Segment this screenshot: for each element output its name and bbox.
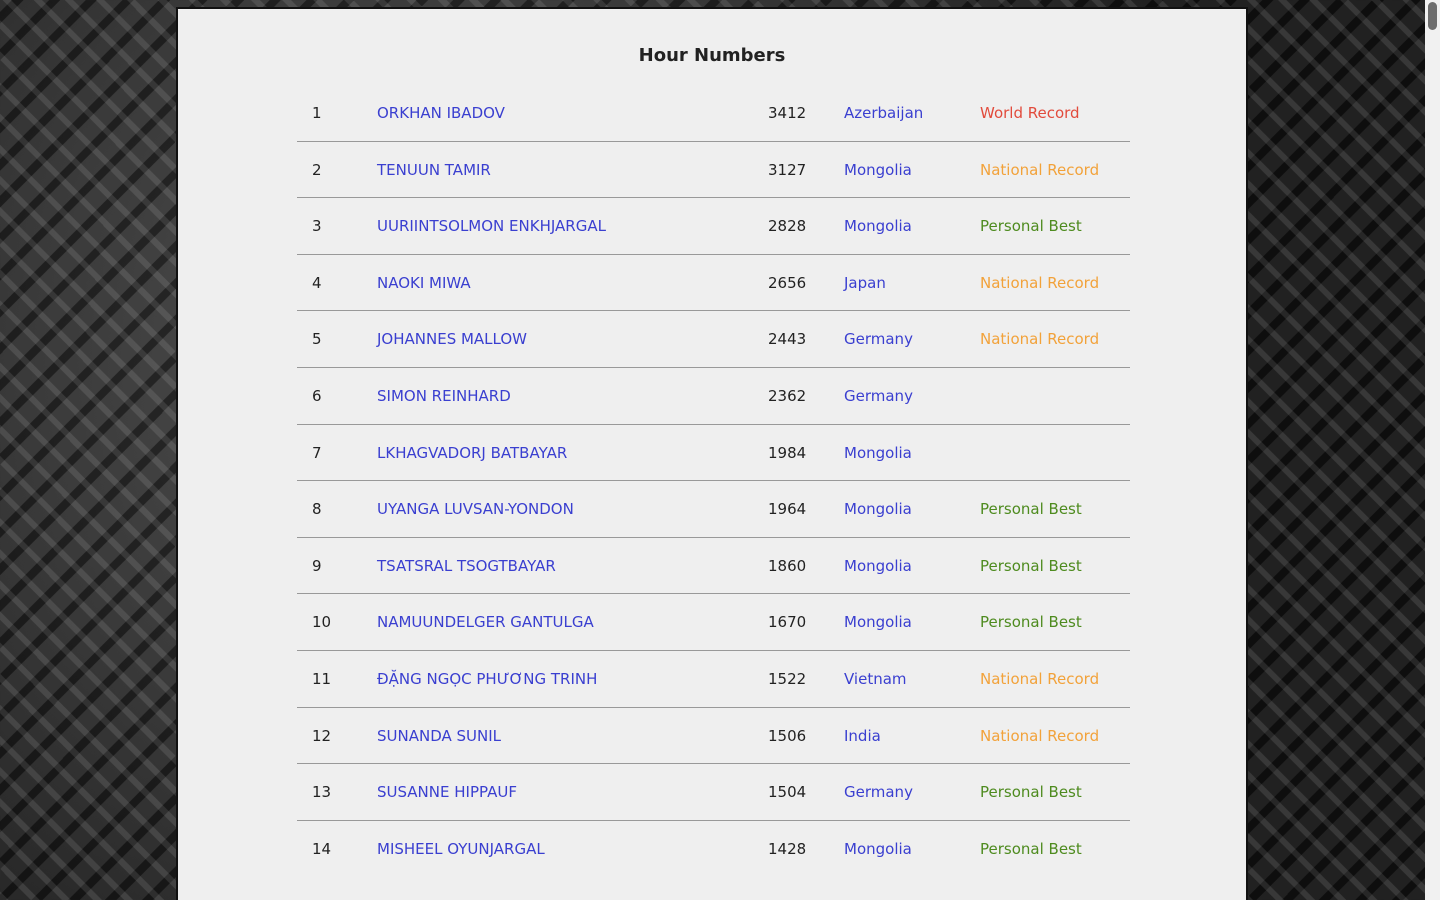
page-title: Hour Numbers — [638, 45, 786, 66]
record-status: Personal Best — [980, 217, 1082, 236]
table-row — [297, 425, 1130, 482]
record-status: Personal Best — [980, 613, 1082, 632]
record-status: National Record — [980, 160, 1100, 179]
country-link[interactable]: Mongolia — [844, 500, 912, 519]
table-row — [297, 142, 1130, 199]
table-row — [297, 821, 1130, 878]
rank-cell: 13 — [312, 783, 332, 802]
competitor-name-link[interactable]: ĐẶNG NGỌC PHƯƠNG TRINH — [377, 669, 598, 688]
rank-cell: 11 — [312, 669, 332, 688]
competitor-name-link[interactable]: NAMUUNDELGER GANTULGA — [377, 613, 594, 632]
competitor-name-link[interactable]: ORKHAN IBADOV — [377, 104, 505, 122]
results-table — [297, 85, 1130, 877]
score-cell: 1860 — [768, 556, 807, 575]
competitor-name-link[interactable]: SUSANNE HIPPAUF — [377, 783, 517, 802]
score-cell: 1522 — [768, 669, 807, 688]
competitor-name-link[interactable]: UYANGA LUVSAN-YONDON — [377, 500, 574, 519]
table-row — [297, 708, 1130, 765]
country-link[interactable]: Mongolia — [844, 217, 912, 236]
competitor-name-link[interactable]: JOHANNES MALLOW — [377, 330, 527, 349]
country-link[interactable]: Mongolia — [844, 839, 912, 858]
table-row — [297, 651, 1130, 708]
competitor-name-link[interactable]: LKHAGVADORJ BATBAYAR — [377, 443, 568, 462]
table-row — [297, 481, 1130, 538]
score-cell: 3127 — [768, 160, 807, 179]
table-row — [297, 594, 1130, 651]
country-link[interactable]: Japan — [844, 273, 886, 292]
record-status: Personal Best — [980, 500, 1082, 519]
record-status: Personal Best — [980, 839, 1082, 858]
competitor-name-link[interactable]: SUNANDA SUNIL — [377, 726, 502, 745]
competitor-name-link[interactable]: TENUUN TAMIR — [377, 160, 491, 179]
table-row — [297, 255, 1130, 312]
rank-cell: 1 — [312, 104, 322, 122]
results-panel — [176, 7, 1248, 900]
rank-cell: 4 — [312, 273, 322, 292]
score-cell: 1428 — [768, 839, 807, 858]
table-row — [297, 764, 1130, 821]
record-status: World Record — [980, 104, 1080, 122]
table-row — [297, 538, 1130, 595]
rank-cell: 10 — [312, 613, 332, 632]
score-cell: 1964 — [768, 500, 807, 519]
record-status: Personal Best — [980, 783, 1082, 802]
score-cell: 1670 — [768, 613, 807, 632]
record-status: National Record — [980, 330, 1100, 349]
score-cell: 2828 — [768, 217, 807, 236]
score-cell: 1984 — [768, 443, 807, 462]
country-link[interactable]: Azerbaijan — [844, 104, 924, 122]
country-link[interactable]: Mongolia — [844, 160, 912, 179]
table-row — [297, 198, 1130, 255]
record-status: National Record — [980, 669, 1100, 688]
score-cell: 1504 — [768, 783, 807, 802]
country-link[interactable]: Mongolia — [844, 613, 912, 632]
rank-cell: 9 — [312, 556, 322, 575]
rank-cell: 7 — [312, 443, 322, 462]
table-row — [297, 85, 1130, 142]
score-cell: 2656 — [768, 273, 807, 292]
scrollbar-thumb[interactable] — [1428, 2, 1437, 30]
score-cell: 1506 — [768, 726, 807, 745]
record-status: Personal Best — [980, 556, 1082, 575]
country-link[interactable]: Germany — [844, 330, 913, 349]
table-row — [297, 368, 1130, 425]
country-link[interactable]: Vietnam — [844, 669, 907, 688]
score-cell: 3412 — [768, 104, 807, 122]
competitor-name-link[interactable]: SIMON REINHARD — [377, 386, 511, 405]
rank-cell: 14 — [312, 839, 332, 858]
rank-cell: 5 — [312, 330, 322, 349]
country-link[interactable]: Germany — [844, 386, 913, 405]
score-cell: 2362 — [768, 386, 807, 405]
rank-cell: 8 — [312, 500, 322, 519]
competitor-name-link[interactable]: NAOKI MIWA — [377, 273, 471, 292]
record-status: National Record — [980, 726, 1100, 745]
country-link[interactable]: Germany — [844, 783, 913, 802]
competitor-name-link[interactable]: UURIINTSOLMON ENKHJARGAL — [377, 217, 606, 236]
competitor-name-link[interactable]: MISHEEL OYUNJARGAL — [377, 839, 545, 858]
country-link[interactable]: Mongolia — [844, 443, 912, 462]
score-cell: 2443 — [768, 330, 807, 349]
country-link[interactable]: Mongolia — [844, 556, 912, 575]
vertical-scrollbar[interactable] — [1425, 0, 1440, 900]
record-status: National Record — [980, 273, 1100, 292]
rank-cell: 2 — [312, 160, 322, 179]
rank-cell: 6 — [312, 386, 322, 405]
competitor-name-link[interactable]: TSATSRAL TSOGTBAYAR — [377, 556, 556, 575]
rank-cell: 3 — [312, 217, 322, 236]
table-row — [297, 311, 1130, 368]
rank-cell: 12 — [312, 726, 332, 745]
country-link[interactable]: India — [844, 726, 881, 745]
